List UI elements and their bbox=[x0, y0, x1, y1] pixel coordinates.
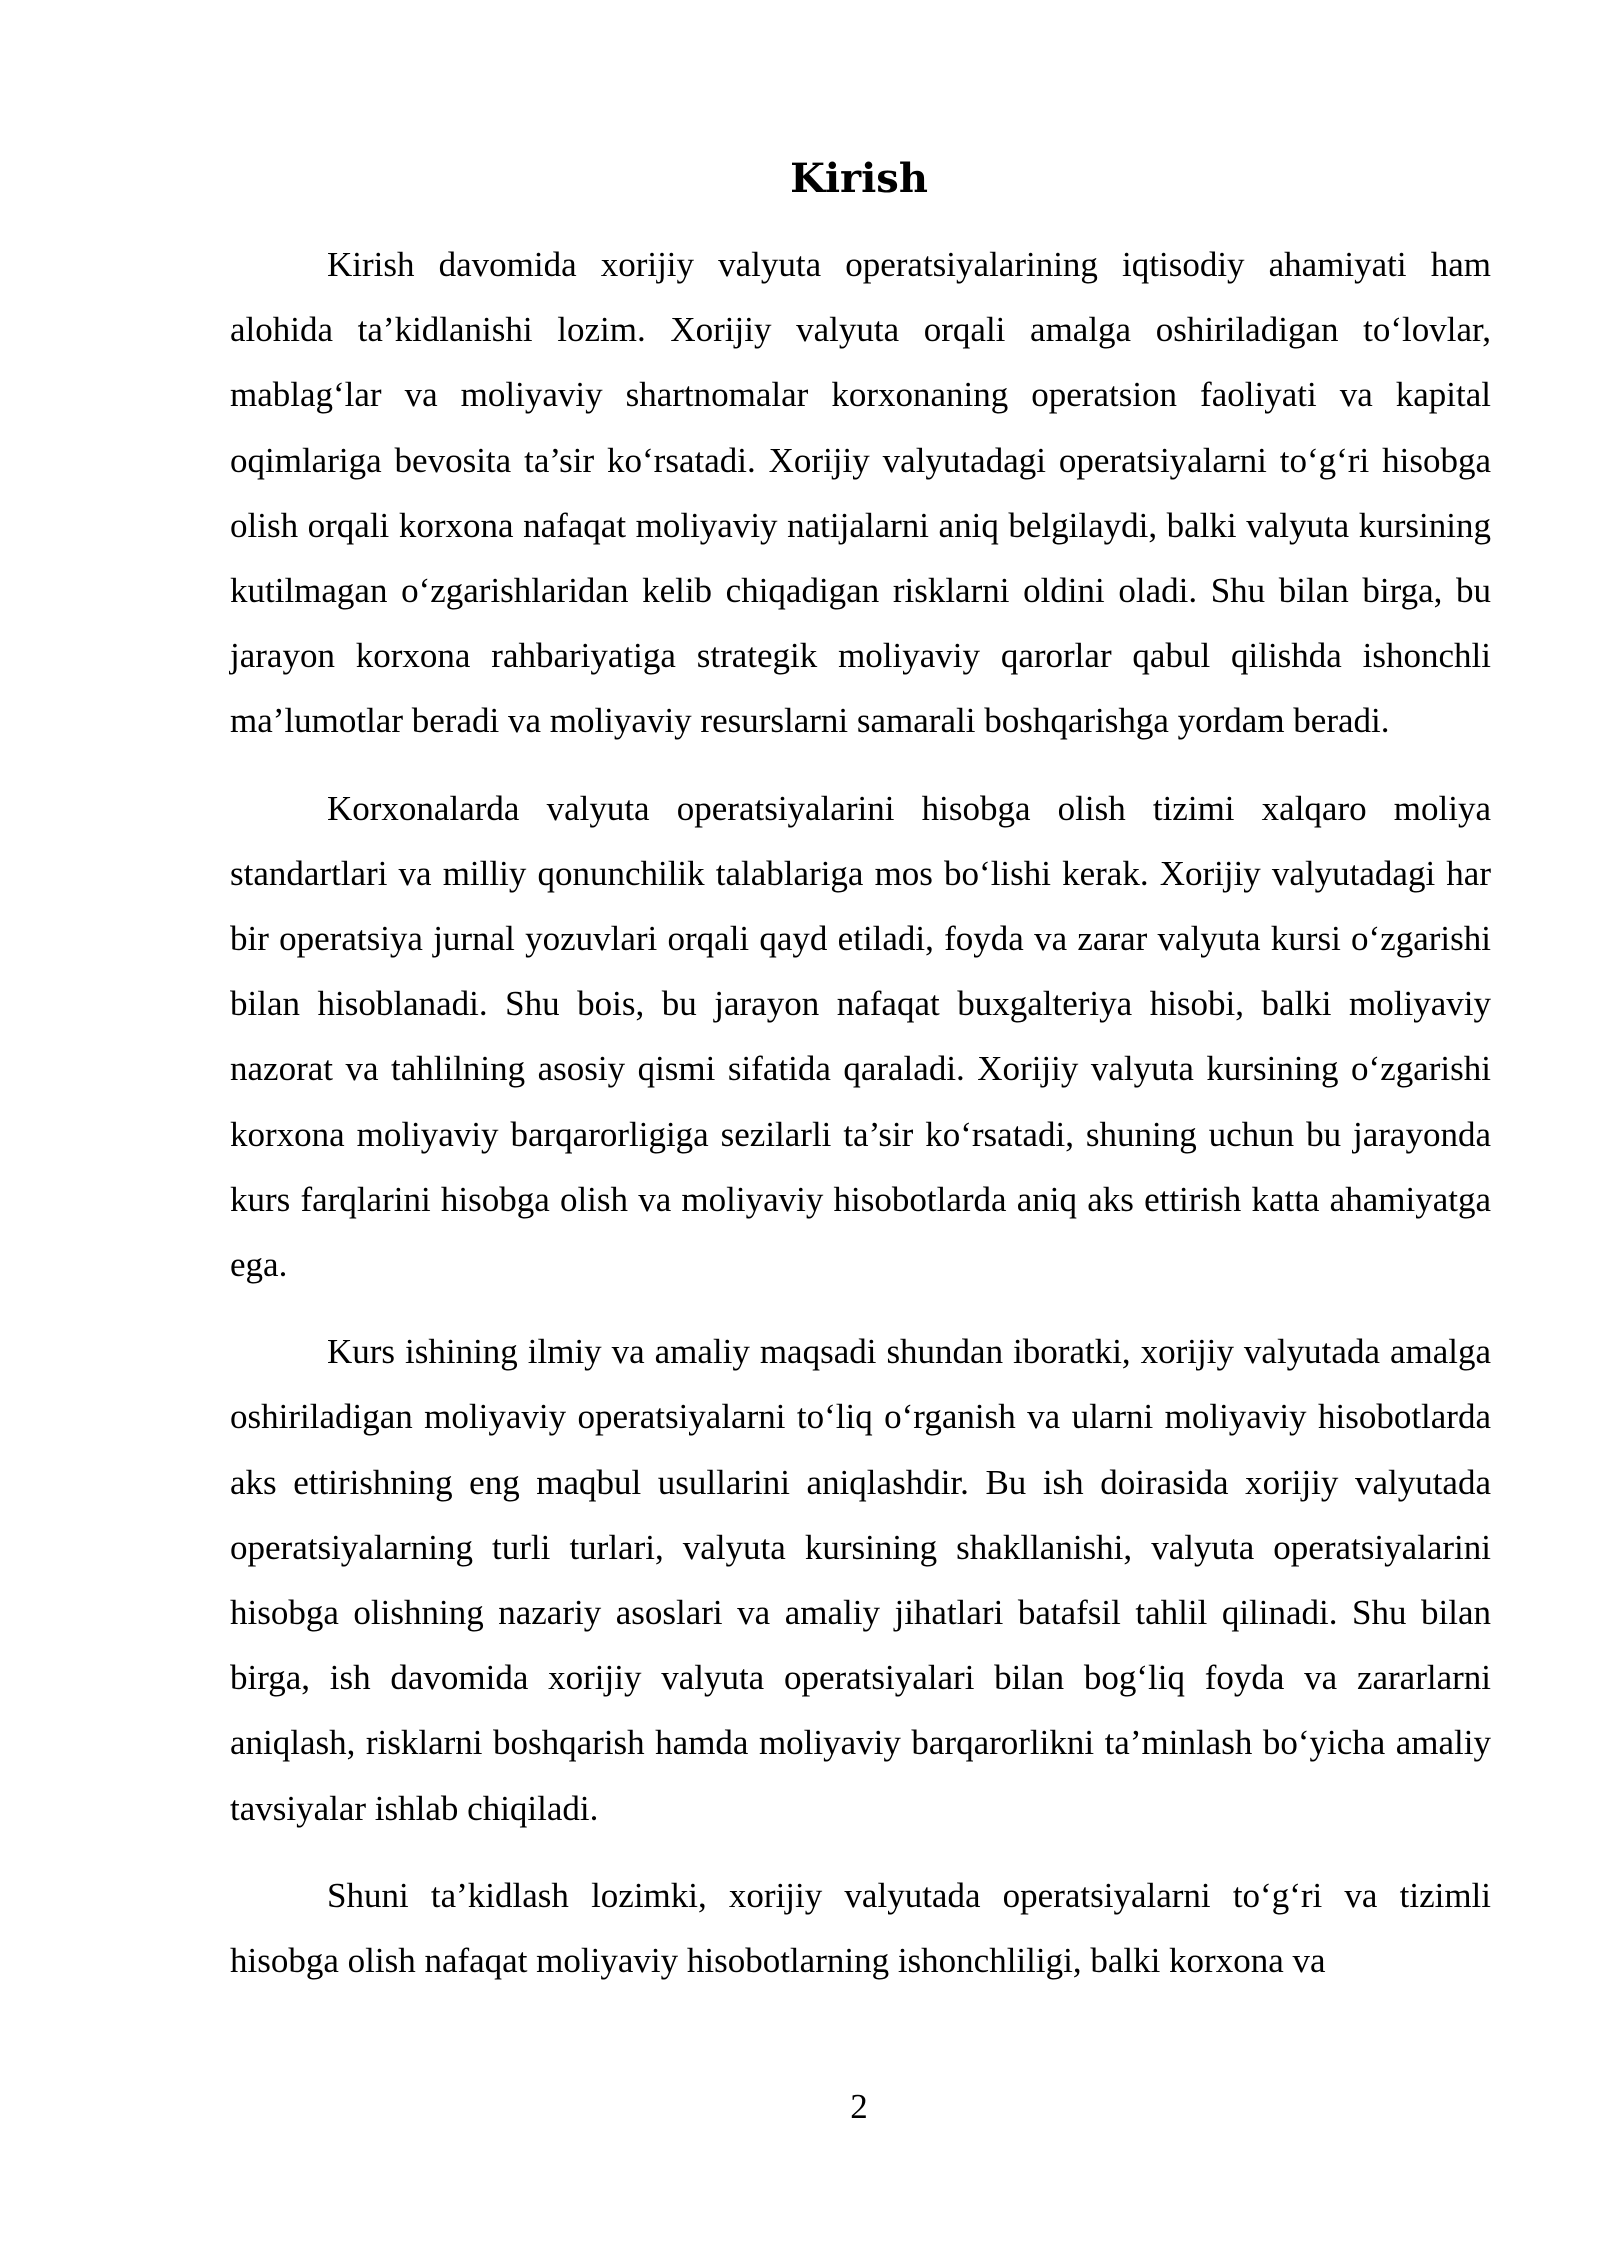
paragraph-1: Kirish davomida xorijiy valyuta operatsiyalarining iqtisodiy ahamiyati ham alohida ta’kidlanishi lozim. Xorijiy valyuta orqali amalga oshiriladigan to‘lovlar, mablag‘lar va moliyaviy shartnomalar korxonaning operatsion faoliyati va kapital oqimlariga bevosita ta’sir ko‘rsatadi. Xorijiy valyutadagi operatsiyalarni to‘g‘ri hisobga olish orqali korxona nafaqat moliyaviy natijalarni aniq belgilaydi, balki valyuta kursining kutilmagan o‘zgarishlaridan kelib chiqadigan risklarni oldini oladi. Shu bilan birga, bu jarayon korxona rahbariyatiga strategik moliyaviy qarorlar qabul qilishda ishonchli ma’lumotlar beradi va moliyaviy resurslarni samarali boshqarishga yordam beradi. bbox=[230, 245, 1491, 741]
page-title: Kirish bbox=[790, 155, 928, 202]
paragraph-2: Korxonalarda valyuta operatsiyalarini hisobga olish tizimi xalqaro moliya standartlari va milliy qonunchilik talablariga mos bo‘lishi kerak. Xorijiy valyutadagi har bir operatsiya jurnal yozuvlari orqali qayd etiladi, foyda va zarar valyuta kursi o‘zgarishi bilan hisoblanadi. Shu bois, bu jarayon nafaqat buxgalteriya hisobi, balki moliyaviy nazorat va tahlilning asosiy qismi sifatida qaraladi. Xorijiy valyuta kursining o‘zgarishi korxona moliyaviy barqarorligiga sezilarli ta’sir ko‘rsatadi, shuning uchun bu jarayonda kurs farqlarini hisobga olish va moliyaviy hisobotlarda aniq aks ettirish katta ahamiyatga ega. bbox=[230, 788, 1491, 1285]
page-number: 2 bbox=[850, 2087, 868, 2126]
paragraph-3: Kurs ishining ilmiy va amaliy maqsadi shundan iboratki, xorijiy valyutada amalga oshiriladigan moliyaviy operatsiyalarni to‘liq o‘rganish va ularni moliyaviy hisobotlarda aks ettirishning eng maqbul usullarini aniqlashdir. Bu ish doirasida xorijiy valyutada operatsiyalarning turli turlari, valyuta kursining shakllanishi, valyuta operatsiyalarini hisobga olishning nazariy asoslari va amaliy jihatlari batafsil tahlil qilinadi. Shu bilan birga, ish davomida xorijiy valyuta operatsiyalari bilan bog‘liq foyda va zararlarni aniqlash, risklarni boshqarish hamda moliyaviy barqarorlikni ta’minlash bo‘yicha amaliy tavsiyalar ishlab chiqiladi. bbox=[230, 1332, 1491, 1828]
document-body bbox=[230, 232, 1491, 2015]
paragraph-4: Shuni ta’kidlash lozimki, xorijiy valyutada operatsiyalarni to‘g‘ri va tizimli hisobga olish nafaqat moliyaviy hisobotlarning ishonchliligi, balki korxona va bbox=[230, 1875, 1491, 1981]
